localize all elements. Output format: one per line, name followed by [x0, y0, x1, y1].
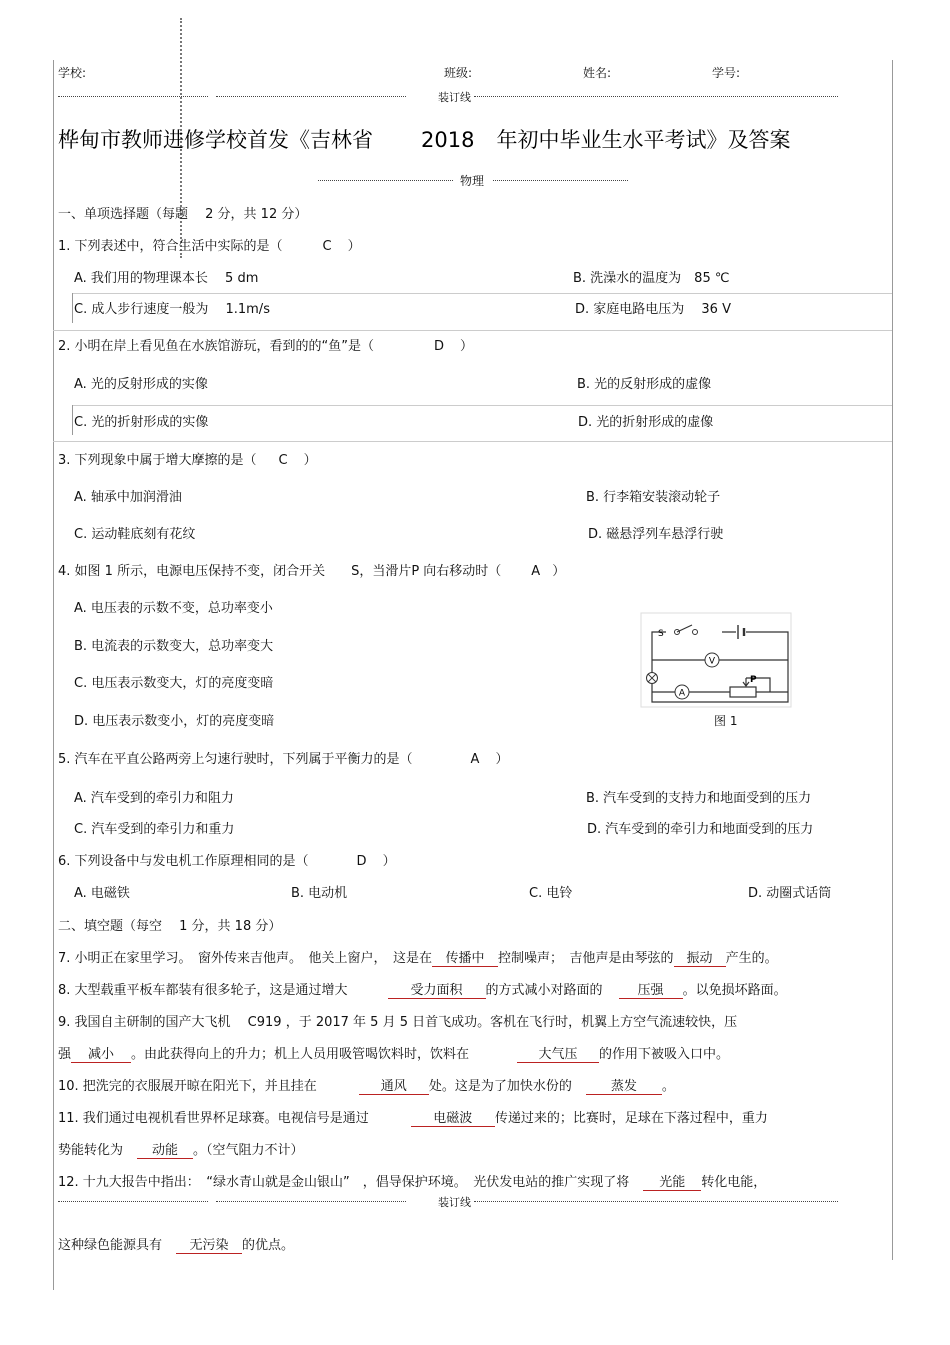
answer-blank: 减小	[71, 1043, 131, 1063]
dotted-line	[474, 96, 838, 97]
answer: A	[531, 564, 541, 579]
question-5: 5. 汽车在平直公路两旁上匀速行驶时，下列属于平衡力的是（ A ）	[58, 752, 509, 767]
dotted-line	[493, 180, 628, 181]
figure-caption: 图 1	[714, 714, 738, 728]
option-a: A. 电压表的示数不变，总功率变小	[74, 601, 273, 616]
option-b: B. 光的反射形成的虚像	[577, 377, 712, 392]
right-margin-line	[892, 60, 893, 1260]
left-margin-line	[53, 60, 54, 1290]
ammeter-label: A	[678, 688, 686, 699]
voltmeter-label: V	[708, 656, 716, 667]
question-9-line1: 9. 我国自主研制的国产大飞机 C919 ，于 2017 年 5 月 5 日首飞成功。客机在飞行时，机翼上方空气流速较快，压	[58, 1015, 738, 1030]
question-11-line2: 势能转化为 动能 。（空气阻力不计）	[58, 1139, 304, 1159]
rheostat-icon	[730, 687, 756, 697]
question-3: 3. 下列现象中属于增大摩擦的是（ C ）	[58, 453, 317, 468]
circuit-diagram	[640, 612, 792, 708]
answer: D	[434, 339, 445, 354]
dotted-line	[58, 96, 208, 97]
answer-blank: 光能	[643, 1171, 701, 1191]
divider	[72, 293, 892, 294]
option-a: A. 轴承中加润滑油	[74, 490, 182, 505]
option-b: B. 电动机	[291, 886, 348, 901]
option-d: D. 汽车受到的牵引力和地面受到的压力	[587, 822, 814, 837]
divider	[72, 405, 892, 406]
question-10: 10. 把洗完的衣服展开晾在阳光下，并且挂在 通风 处。这是为了加快水份的 蒸发 。	[58, 1075, 675, 1095]
question-7: 7. 小明正在家里学习。 窗外传来吉他声。 他关上窗户， 这是在 传播中 控制噪声； 吉他声是由琴弦的 振动 产生的。	[58, 947, 778, 967]
option-d: D. 电压表示数变小，灯的亮度变暗	[74, 714, 275, 729]
question-1: 1. 下列表述中，符合生活中实际的是（ C ）	[58, 239, 361, 254]
question-12-line1: 12. 十九大报告中指出： “绿水青山就是金山银山” ，倡导保护环境。 光伏发电站的推广实现了将 光能 转化电能，	[58, 1171, 766, 1191]
option-c: C. 汽车受到的牵引力和重力	[74, 822, 235, 837]
divider	[72, 293, 73, 323]
answer: C	[278, 453, 288, 468]
option-b: B. 汽车受到的支持力和地面受到的压力	[586, 791, 812, 806]
option-c: C. 电铃	[529, 886, 573, 901]
dotted-line	[216, 96, 406, 97]
title-year: 2018	[421, 128, 475, 152]
option-c: C. 运动鞋底刻有花纹	[74, 527, 196, 542]
option-a: A. 电磁铁	[74, 886, 130, 901]
answer-blank: 动能	[137, 1139, 193, 1159]
question-12-line2: 这种绿色能源具有 无污染 的优点。	[58, 1234, 294, 1254]
answer-blank: 受力面积	[388, 979, 486, 999]
answer-blank: 大气压	[517, 1043, 599, 1063]
option-b: B. 洗澡水的温度为 85 ℃	[573, 271, 730, 286]
class-label: 班级:	[444, 66, 473, 80]
slider-label: P	[750, 675, 757, 685]
dotted-line	[58, 1201, 208, 1202]
option-a: A. 我们用的物理课本长 5 dm	[74, 271, 259, 286]
answer-blank: 电磁波	[411, 1107, 495, 1127]
divider	[53, 441, 892, 442]
answer: A	[470, 752, 480, 767]
page-title	[58, 124, 790, 154]
option-d: D. 光的折射形成的虚像	[578, 415, 714, 430]
option-c: C. 成人步行速度一般为 1.1m/s	[74, 302, 270, 317]
dotted-line	[318, 180, 453, 181]
subject-label: 物理	[460, 174, 485, 188]
section1-heading: 一、单项选择题（每题 2 分，共 12 分）	[58, 207, 308, 222]
student-id-label: 学号:	[712, 66, 741, 80]
question-4: 4. 如图 1 所示，电源电压保持不变，闭合开关 S，当滑片P 向右移动时（ A ）	[58, 564, 566, 579]
option-c: C. 光的折射形成的实像	[74, 415, 209, 430]
option-d: D. 家庭电路电压为 36 V	[575, 302, 731, 317]
school-label: 学校:	[58, 66, 87, 80]
question-6: 6. 下列设备中与发电机工作原理相同的是（ D ）	[58, 854, 396, 869]
question-2: 2. 小明在岸上看见鱼在水族馆游玩，看到的的“鱼”是（ D ）	[58, 339, 474, 354]
answer-blank: 传播中	[432, 947, 498, 967]
question-9-line2: 强 减小 。由此获得向上的升力；机上人员用吸管喝饮料时，饮料在 大气压 的作用下被吸入口中。	[58, 1043, 729, 1063]
title-part2: 年初中毕业生水平考试》及答案	[496, 128, 791, 152]
dotted-line	[474, 1201, 838, 1202]
option-d: D. 动圈式话筒	[748, 886, 832, 901]
option-d: D. 磁悬浮列车悬浮行驶	[588, 527, 724, 542]
answer-blank: 振动	[674, 947, 726, 967]
divider	[53, 330, 892, 331]
name-label: 姓名:	[583, 66, 612, 80]
answer-blank: 通风	[359, 1075, 429, 1095]
switch-contact	[693, 630, 698, 635]
section2-heading: 二、填空题（每空 1 分，共 18 分）	[58, 919, 282, 934]
answer-blank: 无污染	[176, 1234, 242, 1254]
answer-blank: 压强	[619, 979, 683, 999]
binding-line-label: 装订线	[438, 1196, 471, 1209]
option-b: B. 电流表的示数变大，总功率变大	[74, 639, 274, 654]
binding-line-label: 装订线	[438, 91, 471, 104]
question-11-line1: 11. 我们通过电视机看世界杯足球赛。电视信号是通过 电磁波 传递过来的；比赛时，足球在下落过程中，重力	[58, 1107, 768, 1127]
switch-label: S	[658, 629, 664, 639]
answer: D	[356, 854, 367, 869]
question-8: 8. 大型载重平板车都装有很多轮子，这是通过增大 受力面积 的方式减小对路面的 压强 。以免损坏路面。	[58, 979, 787, 999]
title-part1: 桦甸市教师进修学校首发《吉林省	[58, 128, 373, 152]
answer: C	[322, 239, 332, 254]
dotted-line	[216, 1201, 406, 1202]
option-b: B. 行李箱安装滚动轮子	[586, 490, 721, 505]
answer-blank: 蒸发	[586, 1075, 662, 1095]
option-a: A. 汽车受到的牵引力和阻力	[74, 791, 234, 806]
option-c: C. 电压表示数变大，灯的亮度变暗	[74, 676, 274, 691]
divider	[72, 405, 73, 435]
option-a: A. 光的反射形成的实像	[74, 377, 208, 392]
